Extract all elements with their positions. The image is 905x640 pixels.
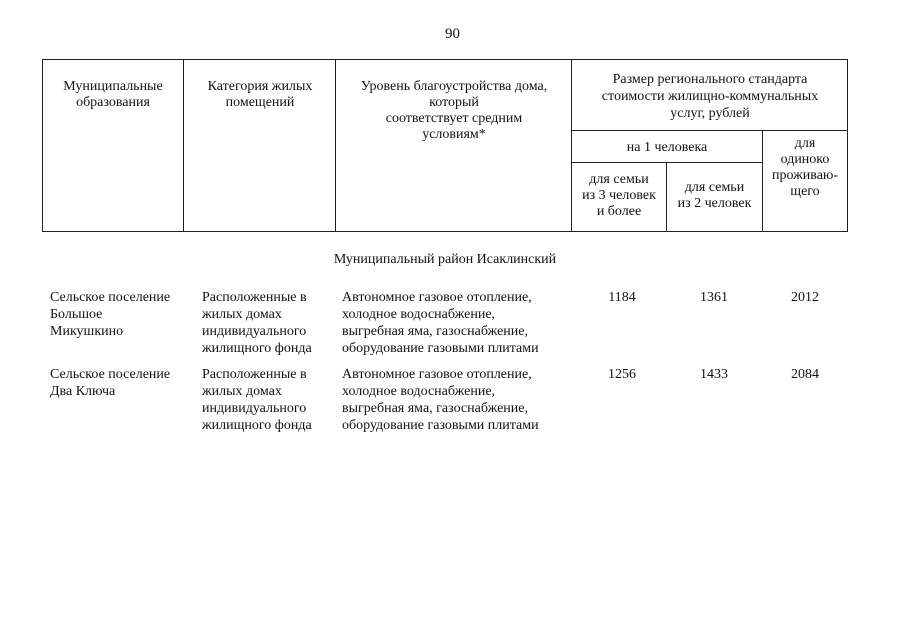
header-single-line: проживаю- <box>771 168 839 183</box>
value-family3: 1184 <box>608 290 636 305</box>
header-family3-line: из 3 человек <box>582 188 656 203</box>
category-cell <box>202 289 342 357</box>
cell-line: Расположенные в <box>202 290 307 305</box>
cell-line: жилищного фонда <box>202 418 312 433</box>
cell-line: индивидуального <box>202 401 307 416</box>
cell-line: холодное водоснабжение, <box>342 384 496 399</box>
value-family3: 1256 <box>608 367 636 382</box>
value-family2: 1433 <box>700 367 728 382</box>
cell-line: оборудование газовыми плитами <box>342 418 539 433</box>
header-standard-line: услуг, рублей <box>670 106 750 121</box>
header-improvement-line: соответствует средним <box>385 111 523 126</box>
header-single <box>763 136 847 200</box>
header-single-line: щего <box>790 184 820 199</box>
municipality-cell <box>50 289 195 340</box>
header-improvement <box>337 79 571 143</box>
value-family2: 1361 <box>700 290 728 305</box>
cell-line: выгребная яма, газоснабжение, <box>342 324 529 339</box>
cell-line: Большое <box>50 307 103 322</box>
cell-line: оборудование газовыми плитами <box>342 341 539 356</box>
header-category <box>193 79 327 111</box>
value-single: 2012 <box>791 290 819 305</box>
municipality-cell <box>50 366 195 400</box>
cell-line: Автономное газовое отопление, <box>342 290 532 305</box>
page-number: 90 <box>445 26 460 42</box>
cell-line: холодное водоснабжение, <box>342 307 496 322</box>
row-divider <box>571 130 847 131</box>
header-single-line: для <box>794 136 816 151</box>
row-divider <box>571 162 762 163</box>
cell-line: жилых домах <box>202 384 282 399</box>
header-standard <box>572 71 848 122</box>
value-single: 2084 <box>791 367 819 382</box>
cell-line: Сельское поселение <box>50 367 171 382</box>
improvement-cell <box>342 289 582 357</box>
header-per-person <box>572 140 762 156</box>
table-header <box>42 59 848 232</box>
header-family2-line: из 2 человек <box>677 196 752 211</box>
header-improvement-line: условиям* <box>422 127 486 142</box>
header-category-text: Категория жилых помещений <box>207 79 313 110</box>
header-family3 <box>572 172 666 220</box>
header-municipalities <box>43 79 183 111</box>
section-title: Муниципальный район Исаклинский <box>333 252 557 267</box>
header-standard-line: стоимости жилищно-коммунальных <box>601 89 819 104</box>
cell-line: жилищного фонда <box>202 341 312 356</box>
cell-line: жилых домах <box>202 307 282 322</box>
column-divider <box>183 60 184 231</box>
cell-line: Два Ключа <box>50 384 116 399</box>
improvement-cell <box>342 366 582 434</box>
header-municipalities-text: Муниципальные образования <box>63 79 163 110</box>
header-per-person-text: на 1 человека <box>626 140 708 155</box>
header-family3-line: для семьи <box>589 172 649 187</box>
cell-line: Сельское поселение <box>50 290 171 305</box>
header-family2 <box>667 180 762 212</box>
cell-line: выгребная яма, газоснабжение, <box>342 401 529 416</box>
cell-line: Автономное газовое отопление, <box>342 367 532 382</box>
cell-line: Расположенные в <box>202 367 307 382</box>
category-cell <box>202 366 342 434</box>
header-single-line: одиноко <box>780 152 830 167</box>
column-divider <box>335 60 336 231</box>
header-standard-line: Размер регионального стандарта <box>612 72 808 87</box>
header-improvement-line: который <box>429 95 479 110</box>
header-family2-line: для семьи <box>684 180 745 195</box>
cell-line: Микушкино <box>50 324 124 339</box>
cell-line: индивидуального <box>202 324 307 339</box>
header-improvement-line: Уровень благоустройства дома, <box>360 79 548 94</box>
header-family3-line: и более <box>596 204 642 219</box>
